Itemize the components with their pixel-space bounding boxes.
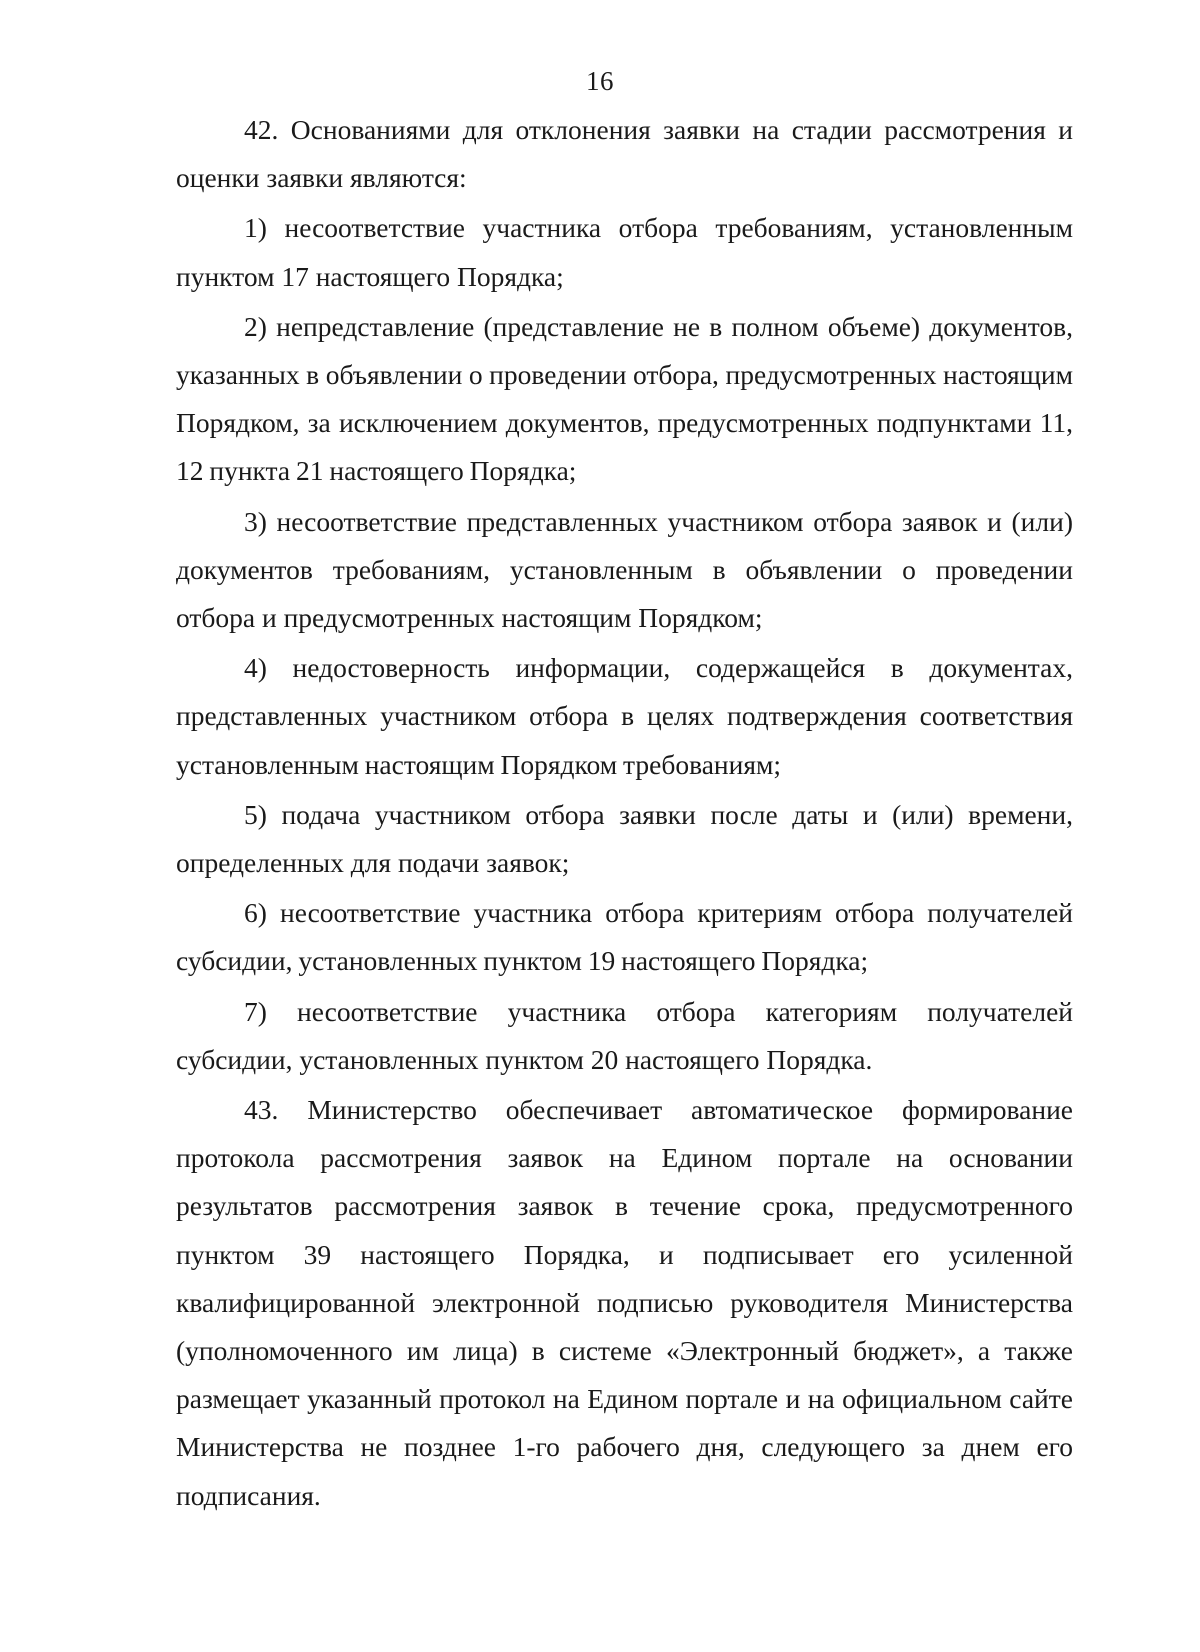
list-item-2: 2) непредставление (представление не в полном объеме) документов, указанных в объявлении о проведении отбора, предусмотренных настоящим Порядком, за исключением документов, предусмотренных подпунктами 11, 12 пункта 21 настоящего Порядка; <box>176 310 1073 487</box>
list-item-5: 5) подача участником отбора заявки после даты и (или) времени, определенных для подачи заявок; <box>176 798 1073 879</box>
list-item-7: 7) несоответствие участника отбора категориям получателей субсидии, установленных пунктом 20 настоящего Порядка. <box>176 995 1073 1075</box>
list-item-3: 3) несоответствие представленных участником отбора заявок и (или) документов требованиям, установленным в объявлении о проведении отбора и предусмотренных настоящим Порядком; <box>176 505 1073 634</box>
list-item-4: 4) недостоверность информации, содержащейся в документах, представленных участником отбора в целях подтверждения соответствия установленным настоящим Порядком требованиям; <box>176 652 1073 780</box>
page-number: 16 <box>586 66 614 96</box>
list-item-1: 1) несоответствие участника отбора требованиям, установленным пунктом 17 настоящего Порядка; <box>176 212 1073 292</box>
document-body <box>176 106 1073 1522</box>
list-item-6: 6) несоответствие участника отбора критериям отбора получателей субсидии, установленных пунктом 19 настоящего Порядка; <box>176 897 1073 977</box>
paragraph-42: 42. Основаниями для отклонения заявки на стадии рассмотрения и оценки заявки являются: <box>176 114 1073 194</box>
paragraph-43: 43. Министерство обеспечивает автоматическое формирование протокола рассмотрения заявок на Едином портале на основании результатов рассмотрения заявок в течение срока, предусмотренного пунктом 39 настоящего Порядка, и подписывает его усиленной квалифицированной электронной подписью руководителя Министерства (уполномоченного им лица) в системе «Электронный бюджет», а также размещает указанный протокол на Едином портале и на официальном сайте Министерства не позднее 1-го рабочего дня, следующего за днем его подписания. <box>176 1094 1073 1511</box>
